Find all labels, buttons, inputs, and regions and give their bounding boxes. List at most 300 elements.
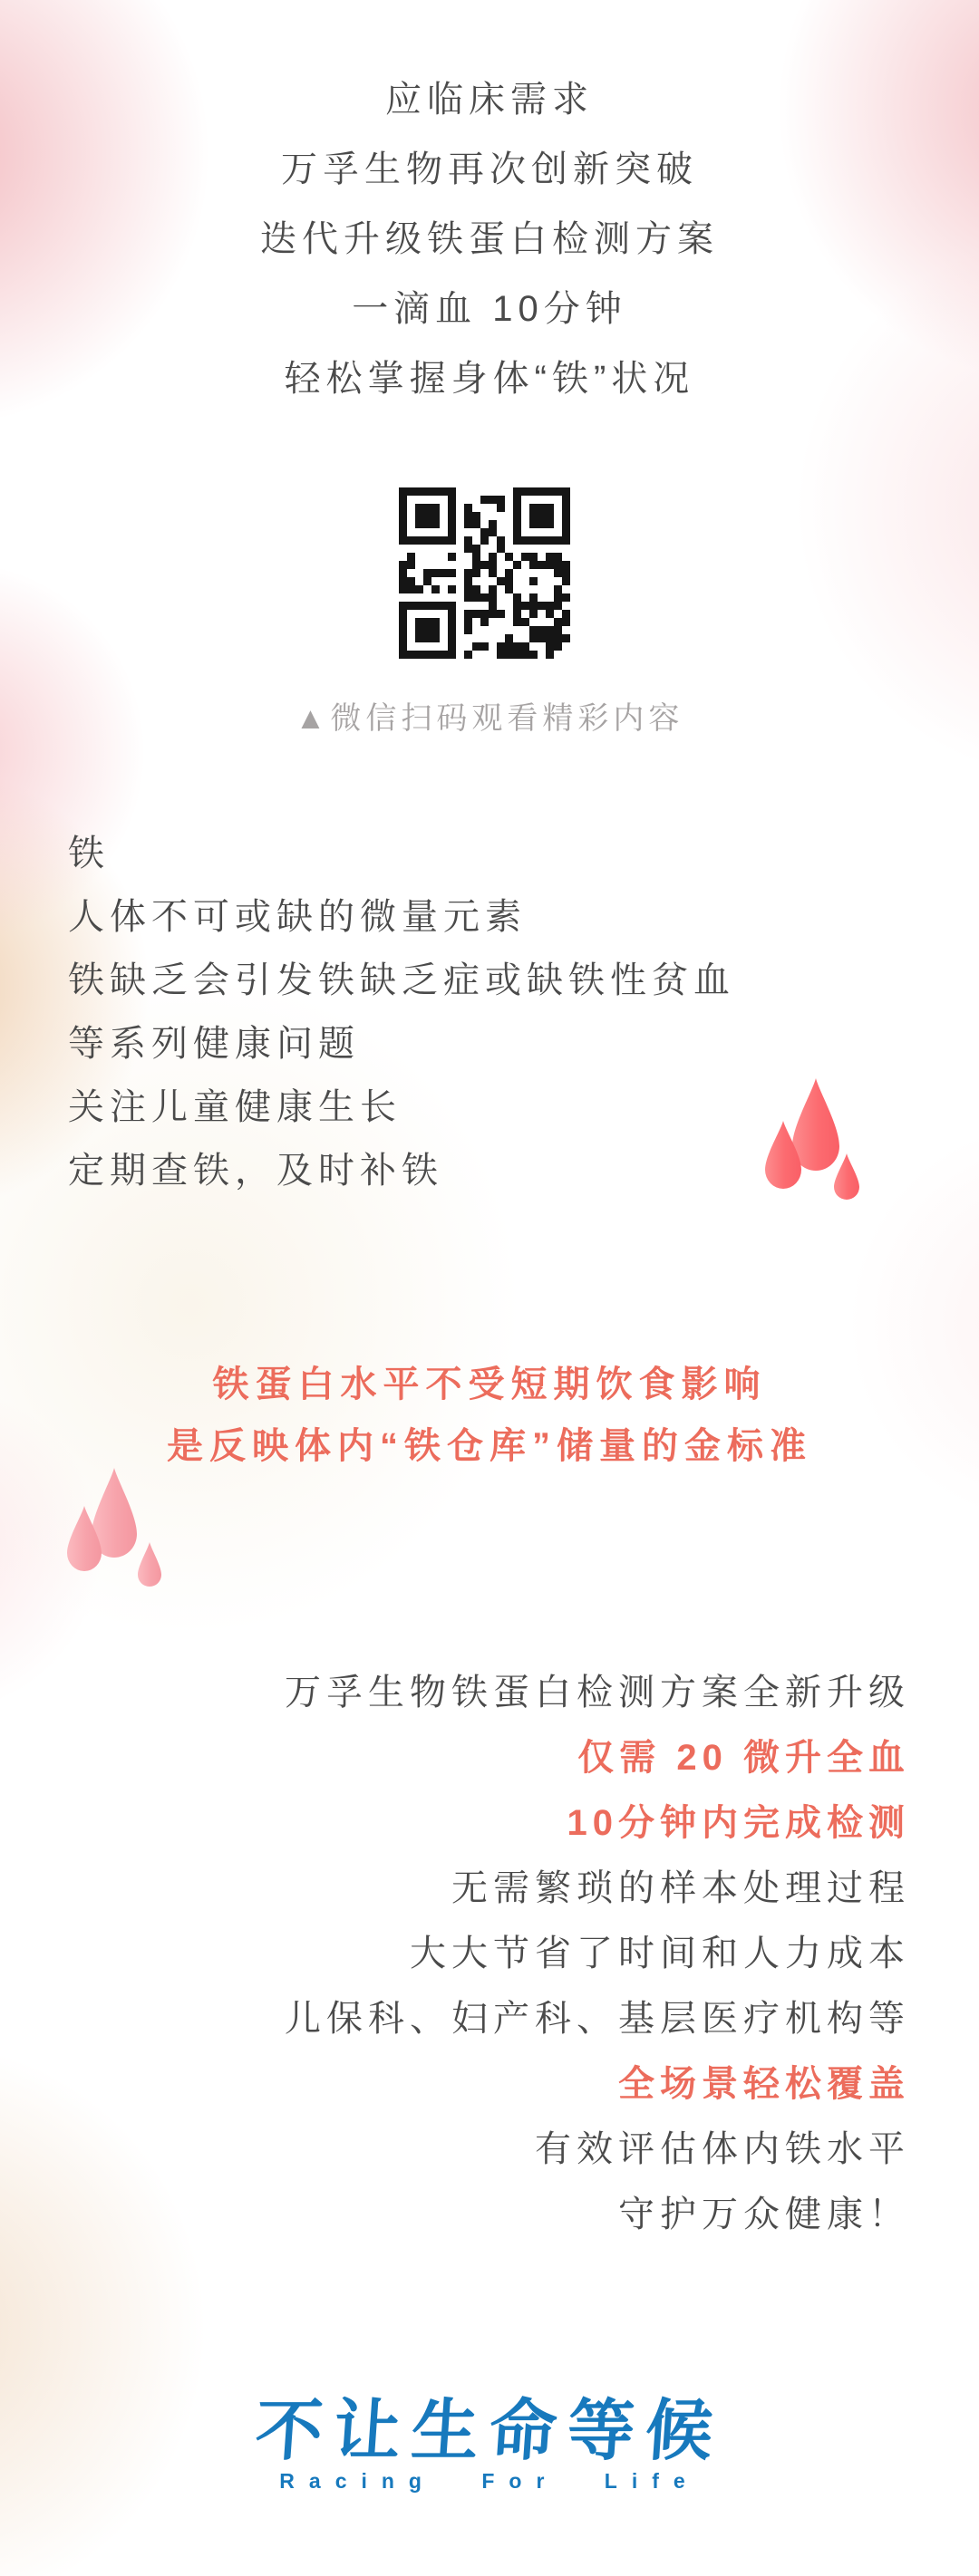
qr-module xyxy=(480,585,489,593)
qr-module xyxy=(480,651,489,659)
logo-chinese: 不让生命等候 xyxy=(252,2392,727,2470)
qr-module xyxy=(456,610,464,618)
qr-module xyxy=(546,545,554,553)
qr-module xyxy=(497,634,505,642)
qr-caption: ▲微信扫码观看精彩内容 xyxy=(295,701,684,736)
qr-module xyxy=(423,528,431,536)
qr-module xyxy=(440,602,448,610)
qr-module xyxy=(554,618,562,626)
qr-module xyxy=(472,634,480,642)
qr-module xyxy=(546,618,554,626)
qr-module xyxy=(423,496,431,504)
qr-module xyxy=(562,553,570,561)
qr-module xyxy=(431,651,440,659)
qr-module xyxy=(521,618,529,626)
qr-module xyxy=(521,512,529,520)
qr-module xyxy=(529,585,538,593)
qr-module xyxy=(448,553,456,561)
qr-module xyxy=(472,528,480,536)
qr-module xyxy=(456,512,464,520)
qr-module xyxy=(440,536,448,545)
qr-module xyxy=(489,577,497,585)
qr-module xyxy=(546,651,554,659)
qr-module xyxy=(513,520,521,528)
qr-module xyxy=(448,602,456,610)
qr-module xyxy=(423,553,431,561)
qr-module xyxy=(497,553,505,561)
qr-module xyxy=(440,593,448,602)
qr-module xyxy=(497,651,505,659)
qr-module xyxy=(513,528,521,536)
qr-module xyxy=(554,504,562,512)
qr-module xyxy=(480,634,489,642)
qr-module xyxy=(415,561,423,569)
qr-module xyxy=(521,593,529,602)
qr-module xyxy=(546,626,554,634)
qr-module xyxy=(423,520,431,528)
qr-module xyxy=(440,569,448,577)
qr-module xyxy=(489,626,497,634)
qr-module xyxy=(513,504,521,512)
qr-module xyxy=(456,593,464,602)
qr-module xyxy=(497,528,505,536)
qr-module xyxy=(448,520,456,528)
qr-module xyxy=(456,520,464,528)
qr-module xyxy=(562,512,570,520)
qr-module xyxy=(513,642,521,651)
qr-module xyxy=(546,577,554,585)
qr-module xyxy=(415,577,423,585)
qr-module xyxy=(529,602,538,610)
qr-module xyxy=(472,487,480,496)
qr-module xyxy=(529,561,538,569)
upgrade-line: 万孚生物铁蛋白检测方案全新升级 xyxy=(285,1673,910,1713)
qr-module xyxy=(464,512,472,520)
qr-module xyxy=(480,577,489,585)
qr-module xyxy=(554,585,562,593)
qr-module xyxy=(440,610,448,618)
qr-module xyxy=(562,545,570,553)
qr-module xyxy=(431,536,440,545)
qr-module xyxy=(480,618,489,626)
qr-module xyxy=(415,512,423,520)
qr-module xyxy=(497,642,505,651)
qr-module xyxy=(399,577,407,585)
qr-module xyxy=(521,585,529,593)
qr-module xyxy=(480,536,489,545)
qr-module xyxy=(529,618,538,626)
qr-code xyxy=(390,478,580,669)
qr-module xyxy=(546,561,554,569)
qr-module xyxy=(431,487,440,496)
qr-module xyxy=(521,520,529,528)
qr-module xyxy=(480,553,489,561)
qr-module xyxy=(562,536,570,545)
intro-text xyxy=(0,65,979,414)
qr-module xyxy=(448,577,456,585)
qr-module xyxy=(456,545,464,553)
qr-module xyxy=(431,545,440,553)
qr-module xyxy=(489,634,497,642)
qr-module xyxy=(423,618,431,626)
upgrade-line: 儿保科、妇产科、基层医疗机构等 xyxy=(285,1999,910,2039)
qr-module xyxy=(423,545,431,553)
qr-module xyxy=(497,536,505,545)
qr-module xyxy=(562,569,570,577)
qr-module xyxy=(497,520,505,528)
qr-module xyxy=(456,602,464,610)
qr-module xyxy=(562,487,570,496)
qr-module xyxy=(440,585,448,593)
qr-module xyxy=(546,528,554,536)
qr-module xyxy=(529,528,538,536)
qr-module xyxy=(440,528,448,536)
qr-module xyxy=(407,536,415,545)
qr-module xyxy=(546,536,554,545)
qr-module xyxy=(472,610,480,618)
qr-module xyxy=(464,593,472,602)
qr-module xyxy=(456,651,464,659)
qr-module xyxy=(448,504,456,512)
upgrade-line: 无需繁琐的样本处理过程 xyxy=(451,1868,910,1908)
qr-module xyxy=(423,610,431,618)
qr-module xyxy=(505,528,513,536)
qr-module xyxy=(456,585,464,593)
qr-module xyxy=(505,642,513,651)
qr-module xyxy=(529,496,538,504)
qr-module xyxy=(456,577,464,585)
qr-module xyxy=(489,569,497,577)
qr-module xyxy=(554,602,562,610)
qr-module xyxy=(554,642,562,651)
qr-module xyxy=(423,634,431,642)
qr-module xyxy=(538,577,546,585)
qr-module xyxy=(399,593,407,602)
qr-module xyxy=(415,651,423,659)
qr-module xyxy=(505,553,513,561)
qr-module xyxy=(464,569,472,577)
qr-module xyxy=(554,487,562,496)
qr-module xyxy=(415,634,423,642)
qr-module xyxy=(521,553,529,561)
qr-module xyxy=(431,520,440,528)
qr-module xyxy=(489,528,497,536)
qr-module xyxy=(407,528,415,536)
qr-module xyxy=(562,610,570,618)
iron-intro-line: 铁缺乏会引发铁缺乏症或缺铁性贫血 xyxy=(68,960,735,1000)
qr-module xyxy=(472,520,480,528)
qr-module xyxy=(464,642,472,651)
qr-module xyxy=(440,651,448,659)
qr-module xyxy=(538,545,546,553)
qr-module xyxy=(431,561,440,569)
qr-module xyxy=(440,545,448,553)
qr-module xyxy=(562,496,570,504)
qr-module xyxy=(521,487,529,496)
qr-module xyxy=(464,634,472,642)
qr-module xyxy=(538,528,546,536)
qr-module xyxy=(423,593,431,602)
qr-module xyxy=(505,618,513,626)
qr-module xyxy=(521,561,529,569)
qr-module xyxy=(562,520,570,528)
qr-module xyxy=(513,651,521,659)
qr-module xyxy=(538,618,546,626)
qr-module xyxy=(505,602,513,610)
qr-module xyxy=(448,634,456,642)
qr-module xyxy=(489,642,497,651)
qr-module xyxy=(423,577,431,585)
qr-module xyxy=(505,626,513,634)
qr-module xyxy=(480,642,489,651)
qr-module xyxy=(472,496,480,504)
qr-module xyxy=(505,504,513,512)
qr-module xyxy=(554,536,562,545)
qr-module xyxy=(497,512,505,520)
qr-module xyxy=(513,585,521,593)
qr-module xyxy=(423,487,431,496)
qr-module xyxy=(440,487,448,496)
qr-module xyxy=(415,536,423,545)
qr-module xyxy=(407,553,415,561)
intro-line: 迭代升级铁蛋白检测方案 xyxy=(260,219,719,259)
qr-module xyxy=(480,610,489,618)
qr-module xyxy=(415,610,423,618)
qr-module xyxy=(505,585,513,593)
qr-module xyxy=(513,487,521,496)
qr-module xyxy=(431,618,440,626)
qr-module xyxy=(554,610,562,618)
qr-module xyxy=(546,553,554,561)
qr-code-modules xyxy=(399,487,570,659)
qr-module xyxy=(546,512,554,520)
qr-module xyxy=(529,626,538,634)
qr-module xyxy=(423,569,431,577)
qr-module xyxy=(415,545,423,553)
qr-module xyxy=(440,626,448,634)
qr-module xyxy=(513,602,521,610)
qr-module xyxy=(505,651,513,659)
qr-module xyxy=(399,512,407,520)
qr-module xyxy=(513,496,521,504)
qr-module xyxy=(464,618,472,626)
qr-module xyxy=(464,561,472,569)
qr-module xyxy=(546,504,554,512)
qr-module xyxy=(513,512,521,520)
upgrade-line: 仅需 20 微升全血 xyxy=(577,1738,910,1778)
qr-module xyxy=(472,618,480,626)
qr-module xyxy=(538,634,546,642)
qr-module xyxy=(554,626,562,634)
qr-module xyxy=(529,545,538,553)
qr-module xyxy=(529,569,538,577)
qr-module xyxy=(472,602,480,610)
qr-module xyxy=(423,642,431,651)
qr-module xyxy=(472,569,480,577)
qr-module xyxy=(448,512,456,520)
qr-module xyxy=(448,642,456,651)
qr-module xyxy=(464,504,472,512)
qr-module xyxy=(456,642,464,651)
qr-module xyxy=(489,618,497,626)
qr-module xyxy=(440,634,448,642)
qr-module xyxy=(497,577,505,585)
qr-module xyxy=(464,651,472,659)
qr-module xyxy=(431,512,440,520)
qr-module xyxy=(415,569,423,577)
qr-module xyxy=(399,553,407,561)
qr-module xyxy=(415,593,423,602)
qr-module xyxy=(480,626,489,634)
qr-module xyxy=(448,569,456,577)
qr-module xyxy=(538,520,546,528)
qr-module xyxy=(423,536,431,545)
qr-module xyxy=(513,561,521,569)
qr-module xyxy=(448,487,456,496)
qr-module xyxy=(456,561,464,569)
qr-module xyxy=(521,602,529,610)
qr-module xyxy=(562,504,570,512)
qr-module xyxy=(407,593,415,602)
qr-module xyxy=(562,642,570,651)
qr-module xyxy=(431,626,440,634)
qr-module xyxy=(513,634,521,642)
qr-module xyxy=(456,504,464,512)
qr-module xyxy=(505,487,513,496)
qr-module xyxy=(538,496,546,504)
qr-module xyxy=(472,651,480,659)
qr-module xyxy=(472,512,480,520)
qr-module xyxy=(415,618,423,626)
qr-module xyxy=(480,504,489,512)
qr-module xyxy=(448,585,456,593)
qr-module xyxy=(423,626,431,634)
qr-module xyxy=(538,593,546,602)
qr-module xyxy=(497,561,505,569)
qr-module xyxy=(415,496,423,504)
upgrade-text xyxy=(0,1660,979,2247)
qr-module xyxy=(554,512,562,520)
qr-module xyxy=(464,553,472,561)
qr-module xyxy=(399,528,407,536)
qr-module xyxy=(407,651,415,659)
qr-module xyxy=(505,496,513,504)
qr-module xyxy=(423,651,431,659)
qr-module xyxy=(489,561,497,569)
qr-module xyxy=(407,487,415,496)
qr-module xyxy=(423,602,431,610)
qr-module xyxy=(415,504,423,512)
qr-module xyxy=(440,642,448,651)
qr-module xyxy=(399,487,407,496)
qr-module xyxy=(448,496,456,504)
qr-module xyxy=(497,487,505,496)
qr-module xyxy=(562,618,570,626)
qr-module xyxy=(407,520,415,528)
qr-module xyxy=(415,553,423,561)
qr-module xyxy=(472,504,480,512)
qr-module xyxy=(472,593,480,602)
qr-module xyxy=(505,520,513,528)
qr-module xyxy=(472,561,480,569)
qr-module xyxy=(440,496,448,504)
qr-module xyxy=(529,520,538,528)
qr-module xyxy=(431,610,440,618)
qr-module xyxy=(456,536,464,545)
qr-module xyxy=(456,553,464,561)
qr-module xyxy=(505,561,513,569)
qr-module xyxy=(497,602,505,610)
qr-module xyxy=(546,593,554,602)
qr-module xyxy=(448,610,456,618)
qr-module xyxy=(521,569,529,577)
qr-module xyxy=(415,626,423,634)
qr-module xyxy=(407,642,415,651)
intro-line: 一滴血 10分钟 xyxy=(352,289,627,329)
qr-module xyxy=(407,561,415,569)
qr-module xyxy=(529,642,538,651)
qr-module xyxy=(472,553,480,561)
iron-intro-line: 人体不可或缺的微量元素 xyxy=(68,897,527,937)
qr-module xyxy=(448,651,456,659)
qr-module xyxy=(480,520,489,528)
qr-module xyxy=(497,504,505,512)
qr-module xyxy=(538,651,546,659)
qr-module xyxy=(529,553,538,561)
qr-module xyxy=(562,561,570,569)
qr-module xyxy=(562,593,570,602)
qr-module xyxy=(538,553,546,561)
qr-module xyxy=(480,602,489,610)
qr-module xyxy=(505,536,513,545)
qr-module xyxy=(464,528,472,536)
qr-module xyxy=(554,561,562,569)
qr-module xyxy=(538,504,546,512)
qr-module xyxy=(472,626,480,634)
qr-module xyxy=(489,520,497,528)
qr-module xyxy=(505,577,513,585)
qr-module xyxy=(399,561,407,569)
qr-module xyxy=(505,610,513,618)
qr-module xyxy=(399,504,407,512)
qr-module xyxy=(407,602,415,610)
qr-module xyxy=(497,585,505,593)
qr-module xyxy=(407,634,415,642)
qr-module xyxy=(431,634,440,642)
qr-module xyxy=(415,585,423,593)
qr-module xyxy=(464,545,472,553)
qr-module xyxy=(456,569,464,577)
upgrade-line: 大大节省了时间和人力成本 xyxy=(410,1934,910,1973)
qr-module xyxy=(399,496,407,504)
qr-module xyxy=(521,610,529,618)
qr-module xyxy=(464,487,472,496)
qr-module xyxy=(472,545,480,553)
qr-module xyxy=(546,520,554,528)
qr-module xyxy=(407,585,415,593)
qr-module xyxy=(407,512,415,520)
qr-module xyxy=(521,536,529,545)
qr-module xyxy=(407,496,415,504)
qr-module xyxy=(562,577,570,585)
iron-intro-line: 定期查铁，及时补铁 xyxy=(68,1151,443,1191)
qr-module xyxy=(554,593,562,602)
qr-module xyxy=(399,536,407,545)
qr-module xyxy=(554,634,562,642)
qr-module xyxy=(546,642,554,651)
qr-module xyxy=(440,553,448,561)
qr-module xyxy=(431,496,440,504)
